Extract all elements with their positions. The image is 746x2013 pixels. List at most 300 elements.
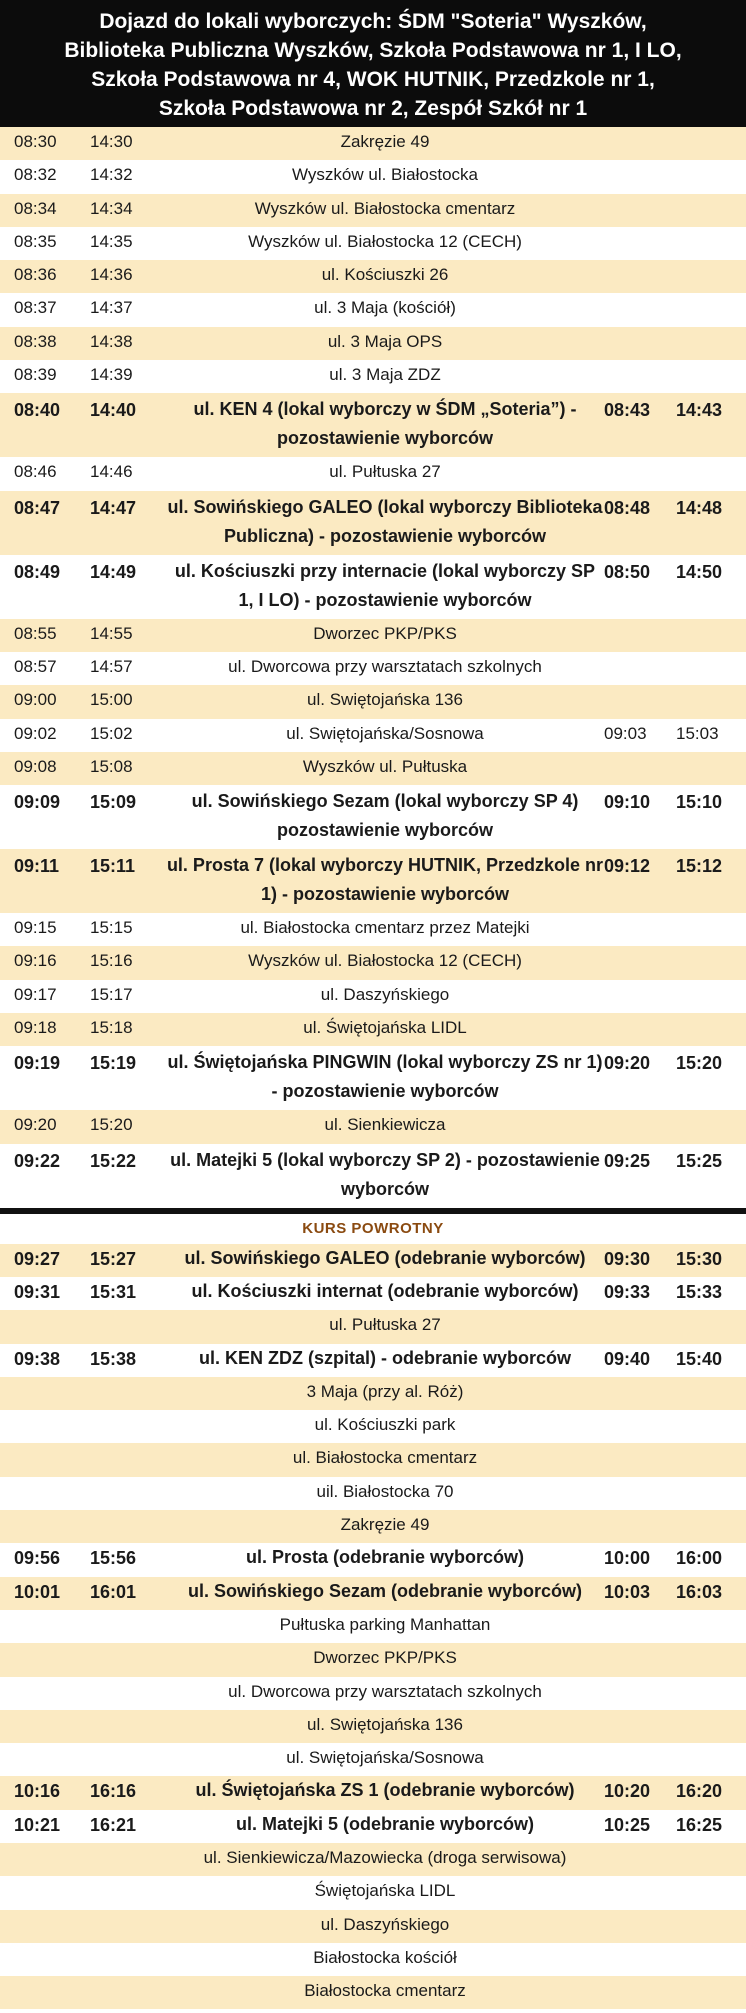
return-time-afternoon: 16:00: [676, 1543, 746, 1576]
return-time-morning: [604, 619, 676, 652]
departure-time-morning: [0, 1843, 90, 1876]
return-time-afternoon: [676, 1743, 746, 1776]
timetable-row: [0, 1443, 746, 1476]
departure-time-morning: 09:02: [0, 719, 90, 752]
departure-time-morning: 08:57: [0, 652, 90, 685]
return-time-morning: [604, 1110, 676, 1143]
return-time-morning: [604, 913, 676, 946]
departure-time-morning: 08:46: [0, 457, 90, 490]
departure-time-morning: [0, 1443, 90, 1476]
return-time-morning: 09:10: [604, 785, 676, 849]
return-time-morning: 08:48: [604, 491, 676, 555]
stop-name: Dworzec PKP/PKS: [166, 619, 604, 652]
departure-time-afternoon: 14:49: [90, 555, 166, 619]
stop-name: Dworzec PKP/PKS: [166, 1643, 604, 1676]
departure-time-afternoon: [90, 1743, 166, 1776]
departure-time-afternoon: 14:32: [90, 160, 166, 193]
timetable-row: [0, 1643, 746, 1676]
departure-time-afternoon: [90, 1410, 166, 1443]
stop-name: 3 Maja (przy al. Róż): [166, 1377, 604, 1410]
departure-time-afternoon: [90, 1710, 166, 1743]
stop-name: ul. 3 Maja (kościół): [166, 293, 604, 326]
departure-time-morning: [0, 1410, 90, 1443]
departure-time-morning: 08:39: [0, 360, 90, 393]
return-time-afternoon: [676, 1377, 746, 1410]
departure-time-afternoon: [90, 1510, 166, 1543]
departure-time-morning: [0, 1510, 90, 1543]
departure-time-afternoon: 15:11: [90, 849, 166, 913]
departure-time-morning: 08:35: [0, 227, 90, 260]
timetable-row: [0, 849, 746, 913]
departure-time-afternoon: [90, 1910, 166, 1943]
timetable-row: [0, 327, 746, 360]
stop-name: ul. Dworcowa przy warsztatach szkolnych: [166, 652, 604, 685]
return-time-afternoon: [676, 1477, 746, 1510]
return-time-morning: 10:03: [604, 1577, 676, 1610]
return-time-morning: [604, 360, 676, 393]
departure-time-morning: 09:22: [0, 1144, 90, 1208]
timetable-row: [0, 227, 746, 260]
timetable-row: [0, 1377, 746, 1410]
stop-name: ul. Sowińskiego GALEO (lokal wyborczy Biblioteka Publiczna) - pozostawienie wyborców: [166, 491, 604, 555]
departure-time-afternoon: 14:47: [90, 491, 166, 555]
departure-time-morning: [0, 1910, 90, 1943]
departure-time-afternoon: 15:31: [90, 1277, 166, 1310]
stop-name: ul. Świętojańska PINGWIN (lokal wyborczy ZS nr 1) - pozostawienie wyborców: [166, 1046, 604, 1110]
return-time-afternoon: [676, 260, 746, 293]
return-time-morning: [604, 1410, 676, 1443]
timetable-row: [0, 1943, 746, 1976]
departure-time-afternoon: [90, 1876, 166, 1909]
departure-time-morning: 08:55: [0, 619, 90, 652]
departure-time-morning: 08:38: [0, 327, 90, 360]
departure-time-afternoon: 15:02: [90, 719, 166, 752]
stop-name: ul. Daszyńskiego: [166, 980, 604, 1013]
timetable-row: [0, 1776, 746, 1809]
return-time-afternoon: 15:25: [676, 1144, 746, 1208]
timetable-row: [0, 619, 746, 652]
return-time-morning: [604, 1477, 676, 1510]
stop-name: ul. Świętojańska LIDL: [166, 1013, 604, 1046]
timetable-row: [0, 1677, 746, 1710]
departure-time-morning: 09:56: [0, 1543, 90, 1576]
return-time-afternoon: 16:20: [676, 1776, 746, 1809]
timetable-row: [0, 785, 746, 849]
timetable-row: [0, 393, 746, 457]
departure-time-afternoon: 15:00: [90, 685, 166, 718]
departure-time-morning: [0, 1876, 90, 1909]
departure-time-afternoon: 14:57: [90, 652, 166, 685]
return-time-morning: [604, 1610, 676, 1643]
departure-time-morning: [0, 1310, 90, 1343]
return-time-afternoon: [676, 160, 746, 193]
departure-time-morning: 08:36: [0, 260, 90, 293]
departure-time-afternoon: 14:39: [90, 360, 166, 393]
return-time-afternoon: [676, 1610, 746, 1643]
stop-name: ul. 3 Maja ZDZ: [166, 360, 604, 393]
timetable-row: [0, 1477, 746, 1510]
return-time-afternoon: [676, 619, 746, 652]
departure-time-morning: [0, 1610, 90, 1643]
departure-time-morning: 08:34: [0, 194, 90, 227]
return-time-afternoon: 15:20: [676, 1046, 746, 1110]
return-time-morning: [604, 1643, 676, 1676]
return-time-afternoon: [676, 652, 746, 685]
departure-time-morning: 10:21: [0, 1810, 90, 1843]
return-time-afternoon: 15:40: [676, 1344, 746, 1377]
timetable-row: [0, 127, 746, 160]
stop-name: ul. Kościuszki przy internacie (lokal wyborczy SP 1, I LO) - pozostawienie wyborców: [166, 555, 604, 619]
departure-time-afternoon: 15:09: [90, 785, 166, 849]
return-time-morning: 09:33: [604, 1277, 676, 1310]
timetable-row: [0, 980, 746, 1013]
timetable-row: [0, 194, 746, 227]
departure-time-morning: [0, 1377, 90, 1410]
return-time-morning: [604, 1377, 676, 1410]
stop-name: ul. Swiętojańska/Sosnowa: [166, 1743, 604, 1776]
return-time-afternoon: [676, 1876, 746, 1909]
return-section: [0, 1208, 746, 2010]
return-time-morning: [604, 1677, 676, 1710]
departure-time-morning: 09:31: [0, 1277, 90, 1310]
departure-time-morning: 09:38: [0, 1344, 90, 1377]
return-time-morning: 10:20: [604, 1776, 676, 1809]
departure-time-afternoon: [90, 1843, 166, 1876]
return-time-afternoon: [676, 457, 746, 490]
departure-time-morning: 08:32: [0, 160, 90, 193]
return-time-morning: [604, 1943, 676, 1976]
return-time-afternoon: 14:48: [676, 491, 746, 555]
return-time-morning: [604, 1710, 676, 1743]
return-time-morning: [604, 1876, 676, 1909]
return-time-morning: 09:20: [604, 1046, 676, 1110]
return-time-morning: [604, 1976, 676, 2009]
departure-time-morning: 09:08: [0, 752, 90, 785]
departure-time-afternoon: [90, 1477, 166, 1510]
return-heading-row: [0, 1214, 746, 1244]
return-time-afternoon: [676, 946, 746, 979]
return-time-afternoon: [676, 1013, 746, 1046]
timetable-row: [0, 752, 746, 785]
return-time-afternoon: [676, 913, 746, 946]
return-time-afternoon: [676, 1310, 746, 1343]
return-time-morning: [604, 127, 676, 160]
departure-time-afternoon: 15:17: [90, 980, 166, 1013]
title-line: Dojazd do lokali wyborczych: ŚDM "Soteria" Wyszków,: [99, 10, 647, 33]
return-time-morning: [604, 260, 676, 293]
stop-name: ul. Białostocka cmentarz: [166, 1443, 604, 1476]
departure-time-morning: 08:30: [0, 127, 90, 160]
stop-name: ul. Prosta (odebranie wyborców): [166, 1543, 604, 1576]
stop-name: ul. KEN ZDZ (szpital) - odebranie wyborców: [166, 1344, 604, 1377]
departure-time-afternoon: 14:38: [90, 327, 166, 360]
stop-name: Wyszków ul. Białostocka 12 (CECH): [166, 227, 604, 260]
return-time-morning: 09:25: [604, 1144, 676, 1208]
timetable-row: [0, 913, 746, 946]
departure-time-afternoon: [90, 1377, 166, 1410]
departure-time-morning: [0, 1710, 90, 1743]
stop-name: ul. Daszyńskiego: [166, 1910, 604, 1943]
departure-time-afternoon: [90, 1610, 166, 1643]
stop-name: ul. Prosta 7 (lokal wyborczy HUTNIK, Przedzkole nr 1) - pozostawienie wyborców: [166, 849, 604, 913]
timetable-row: [0, 1843, 746, 1876]
departure-time-afternoon: 15:22: [90, 1144, 166, 1208]
return-time-afternoon: [676, 327, 746, 360]
timetable-row: [0, 685, 746, 718]
return-time-morning: [604, 752, 676, 785]
stop-name: ul. 3 Maja OPS: [166, 327, 604, 360]
stop-name: ul. Sienkiewicza: [166, 1110, 604, 1143]
return-time-morning: [604, 1743, 676, 1776]
return-time-afternoon: [676, 980, 746, 1013]
return-time-afternoon: [676, 1510, 746, 1543]
return-time-afternoon: [676, 1443, 746, 1476]
return-time-afternoon: [676, 1677, 746, 1710]
stop-name: ul. Kościuszki 26: [166, 260, 604, 293]
stop-name: Wyszków ul. Białostocka: [166, 160, 604, 193]
stop-name: Pułtuska parking Manhattan: [166, 1610, 604, 1643]
departure-time-afternoon: 15:18: [90, 1013, 166, 1046]
title-line: Biblioteka Publiczna Wyszków, Szkoła Podstawowa nr 1, I LO,: [64, 39, 682, 62]
departure-time-afternoon: 14:46: [90, 457, 166, 490]
stop-name: ul. Pułtuska 27: [166, 1310, 604, 1343]
timetable-row: [0, 1277, 746, 1310]
timetable-row: [0, 1310, 746, 1343]
stop-name: Wyszków ul. Pułtuska: [166, 752, 604, 785]
departure-time-afternoon: 15:27: [90, 1244, 166, 1277]
stop-name: ul. Dworcowa przy warsztatach szkolnych: [166, 1677, 604, 1710]
departure-time-afternoon: 15:38: [90, 1344, 166, 1377]
return-time-afternoon: [676, 227, 746, 260]
departure-time-morning: 09:00: [0, 685, 90, 718]
return-time-afternoon: [676, 1410, 746, 1443]
stop-name: Białostocka cmentarz: [166, 1976, 604, 2009]
stop-name: Zakręzie 49: [166, 1510, 604, 1543]
departure-time-morning: 09:27: [0, 1244, 90, 1277]
departure-time-afternoon: [90, 1677, 166, 1710]
departure-time-morning: 09:11: [0, 849, 90, 913]
return-time-afternoon: 16:25: [676, 1810, 746, 1843]
timetable-row: [0, 1876, 746, 1909]
departure-time-morning: [0, 1477, 90, 1510]
timetable-row: [0, 1013, 746, 1046]
departure-time-afternoon: 14:36: [90, 260, 166, 293]
timetable-row: [0, 293, 746, 326]
return-time-afternoon: 15:03: [676, 719, 746, 752]
departure-time-morning: 08:49: [0, 555, 90, 619]
departure-time-morning: 09:09: [0, 785, 90, 849]
timetable-row: [0, 1577, 746, 1610]
stop-name: ul. Swiętojańska 136: [166, 1710, 604, 1743]
return-time-afternoon: 15:30: [676, 1244, 746, 1277]
stop-name: Wyszków ul. Białostocka cmentarz: [166, 194, 604, 227]
timetable-row: [0, 160, 746, 193]
departure-time-morning: [0, 1677, 90, 1710]
return-time-afternoon: 15:12: [676, 849, 746, 913]
departure-time-morning: 08:37: [0, 293, 90, 326]
return-time-afternoon: 15:10: [676, 785, 746, 849]
departure-time-morning: 09:16: [0, 946, 90, 979]
departure-time-morning: [0, 1943, 90, 1976]
timetable-row: [0, 1510, 746, 1543]
outbound-section: [0, 127, 746, 1208]
stop-name: ul. Pułtuska 27: [166, 457, 604, 490]
stop-name: ul. Sowińskiego GALEO (odebranie wyborców): [166, 1244, 604, 1277]
stop-name: ul. Świętojańska ZS 1 (odebranie wyborców): [166, 1776, 604, 1809]
return-time-afternoon: [676, 1643, 746, 1676]
departure-time-afternoon: 16:21: [90, 1810, 166, 1843]
return-time-morning: [604, 194, 676, 227]
return-time-morning: 09:40: [604, 1344, 676, 1377]
return-time-morning: 09:03: [604, 719, 676, 752]
departure-time-morning: 09:18: [0, 1013, 90, 1046]
stop-name: ul. Swiętojańska 136: [166, 685, 604, 718]
stop-name: ul. Matejki 5 (odebranie wyborców): [166, 1810, 604, 1843]
stop-name: ul. Matejki 5 (lokal wyborczy SP 2) - pozostawienie wyborców: [166, 1144, 604, 1208]
departure-time-afternoon: [90, 1976, 166, 2009]
timetable-row: [0, 260, 746, 293]
stop-name: ul. Sowińskiego Sezam (lokal wyborczy SP 4) pozostawienie wyborców: [166, 785, 604, 849]
stop-name: ul. Kościuszki internat (odebranie wyborców): [166, 1277, 604, 1310]
stop-name: Wyszków ul. Białostocka 12 (CECH): [166, 946, 604, 979]
timetable-row: [0, 1110, 746, 1143]
stop-name: Białostocka kościół: [166, 1943, 604, 1976]
departure-time-afternoon: 15:08: [90, 752, 166, 785]
return-time-afternoon: [676, 1710, 746, 1743]
return-time-morning: [604, 327, 676, 360]
return-time-afternoon: 14:43: [676, 393, 746, 457]
return-time-afternoon: [676, 293, 746, 326]
return-time-morning: [604, 160, 676, 193]
return-time-morning: [604, 293, 676, 326]
timetable-row: [0, 1910, 746, 1943]
return-time-afternoon: [676, 360, 746, 393]
departure-time-morning: [0, 1976, 90, 2009]
return-time-afternoon: [676, 1843, 746, 1876]
departure-time-afternoon: 16:01: [90, 1577, 166, 1610]
return-time-morning: [604, 1310, 676, 1343]
departure-time-afternoon: 16:16: [90, 1776, 166, 1809]
return-time-morning: [604, 227, 676, 260]
timetable-row: [0, 360, 746, 393]
departure-time-afternoon: 14:55: [90, 619, 166, 652]
return-time-afternoon: [676, 1110, 746, 1143]
timetable-row: [0, 946, 746, 979]
timetable-row: [0, 1046, 746, 1110]
stop-name: ul. KEN 4 (lokal wyborczy w ŚDM „Soteria”) - pozostawienie wyborców: [166, 393, 604, 457]
timetable: [0, 127, 746, 2009]
timetable-row: [0, 1543, 746, 1576]
departure-time-afternoon: 15:19: [90, 1046, 166, 1110]
timetable-row: [0, 652, 746, 685]
departure-time-morning: 08:40: [0, 393, 90, 457]
timetable-row: [0, 1610, 746, 1643]
return-time-morning: [604, 1013, 676, 1046]
return-time-afternoon: [676, 194, 746, 227]
return-time-morning: [604, 980, 676, 1013]
return-time-morning: [604, 457, 676, 490]
stop-name: ul. Swiętojańska/Sosnowa: [166, 719, 604, 752]
departure-time-afternoon: [90, 1643, 166, 1676]
return-time-morning: [604, 946, 676, 979]
timetable-row: [0, 1743, 746, 1776]
return-time-morning: [604, 1510, 676, 1543]
departure-time-morning: 09:17: [0, 980, 90, 1013]
timetable-row: [0, 555, 746, 619]
return-time-morning: 10:25: [604, 1810, 676, 1843]
departure-time-afternoon: 14:34: [90, 194, 166, 227]
timetable-row: [0, 1344, 746, 1377]
stop-name: Świętojańska LIDL: [166, 1876, 604, 1909]
timetable-row: [0, 719, 746, 752]
departure-time-afternoon: 15:16: [90, 946, 166, 979]
return-time-afternoon: [676, 1910, 746, 1943]
return-time-morning: [604, 1910, 676, 1943]
timetable-row: [0, 457, 746, 490]
departure-time-morning: [0, 1743, 90, 1776]
return-time-afternoon: 15:33: [676, 1277, 746, 1310]
stop-name: ul. Kościuszki park: [166, 1410, 604, 1443]
return-time-afternoon: [676, 1976, 746, 2009]
return-time-morning: 09:12: [604, 849, 676, 913]
return-time-morning: [604, 1843, 676, 1876]
departure-time-afternoon: 14:30: [90, 127, 166, 160]
return-time-morning: [604, 1443, 676, 1476]
departure-time-morning: 10:16: [0, 1776, 90, 1809]
return-time-morning: [604, 685, 676, 718]
departure-time-afternoon: 14:40: [90, 393, 166, 457]
return-time-afternoon: 14:50: [676, 555, 746, 619]
return-time-morning: 10:00: [604, 1543, 676, 1576]
departure-time-afternoon: 15:15: [90, 913, 166, 946]
timetable-row: [0, 1244, 746, 1277]
departure-time-afternoon: 14:35: [90, 227, 166, 260]
departure-time-morning: 09:19: [0, 1046, 90, 1110]
timetable-row: [0, 491, 746, 555]
return-time-afternoon: [676, 127, 746, 160]
return-time-afternoon: 16:03: [676, 1577, 746, 1610]
departure-time-morning: [0, 1643, 90, 1676]
departure-time-afternoon: [90, 1943, 166, 1976]
departure-time-afternoon: [90, 1310, 166, 1343]
stop-name: ul. Białostocka cmentarz przez Matejki: [166, 913, 604, 946]
return-time-afternoon: [676, 752, 746, 785]
departure-time-morning: 10:01: [0, 1577, 90, 1610]
departure-time-afternoon: 14:37: [90, 293, 166, 326]
departure-time-afternoon: 15:20: [90, 1110, 166, 1143]
stop-name: uil. Białostocka 70: [166, 1477, 604, 1510]
title-line: Szkoła Podstawowa nr 4, WOK HUTNIK, Przedzkole nr 1,: [91, 68, 655, 91]
return-time-morning: [604, 652, 676, 685]
title-line: Szkoła Podstawowa nr 2, Zespół Szkół nr 1: [158, 97, 588, 120]
schedule-title: [0, 0, 746, 127]
timetable-row: [0, 1976, 746, 2009]
timetable-row: [0, 1144, 746, 1208]
return-time-afternoon: [676, 685, 746, 718]
departure-time-morning: 08:47: [0, 491, 90, 555]
return-time-morning: 08:50: [604, 555, 676, 619]
stop-name: Zakręzie 49: [166, 127, 604, 160]
departure-time-morning: 09:20: [0, 1110, 90, 1143]
departure-time-morning: 09:15: [0, 913, 90, 946]
timetable-row: [0, 1410, 746, 1443]
departure-time-afternoon: 15:56: [90, 1543, 166, 1576]
timetable-row: [0, 1810, 746, 1843]
timetable-row: [0, 1710, 746, 1743]
stop-name: ul. Sienkiewicza/Mazowiecka (droga serwisowa): [166, 1843, 604, 1876]
return-time-morning: 08:43: [604, 393, 676, 457]
return-time-morning: 09:30: [604, 1244, 676, 1277]
